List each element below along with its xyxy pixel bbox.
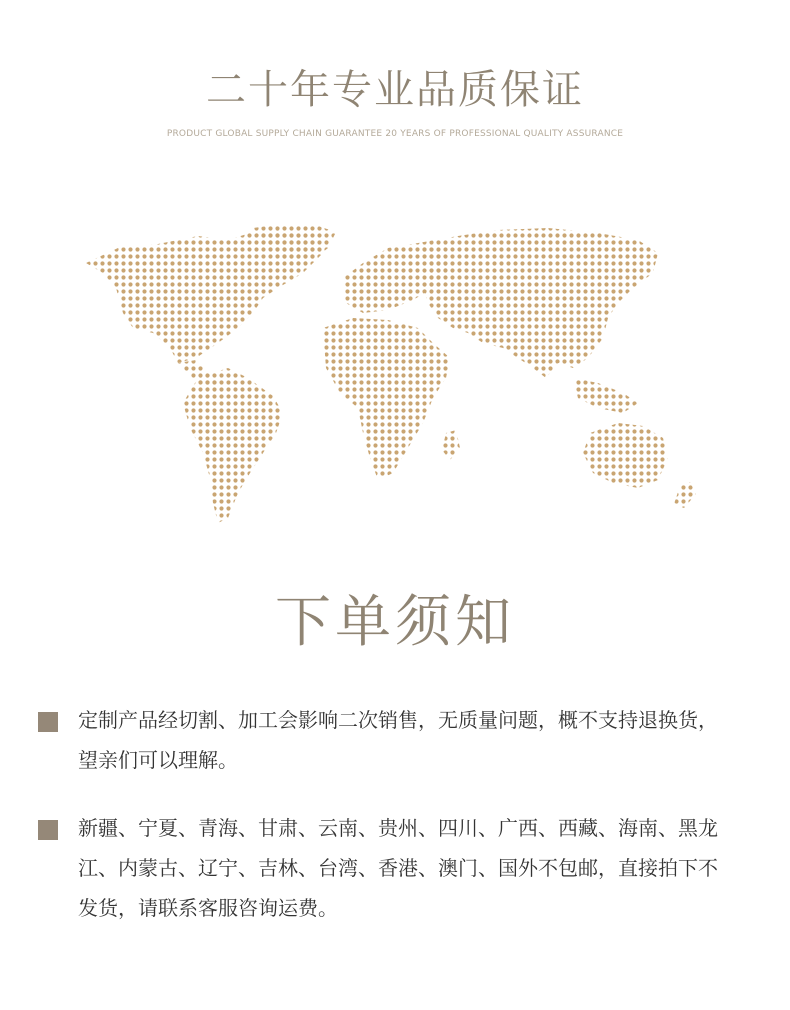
notice-item (38, 808, 738, 928)
page-subtitle: PRODUCT GLOBAL SUPPLY CHAIN GUARANTEE 20 YEARS OF PROFESSIONAL QUALITY ASSURANCE (166, 129, 624, 139)
south-america-shape (183, 368, 283, 523)
australia-shape (583, 423, 668, 488)
notice-item (38, 700, 738, 780)
madagascar-shape (442, 430, 460, 460)
square-bullet-icon (38, 820, 58, 840)
new-zealand-shape (674, 482, 696, 508)
notice-item-text: 定制产品经切割、加工会影响二次销售，无质量问题，概不支持退换货，望亲们可以理解。 (78, 708, 718, 772)
order-notice-title: 下单须知 (275, 590, 515, 655)
world-map-svg (78, 218, 728, 536)
africa-shape (323, 318, 450, 480)
southeast-asia-shape (573, 378, 638, 413)
world-map-icon (78, 218, 728, 536)
notice-item-text: 新疆、宁夏、青海、甘肃、云南、贵州、四川、广西、西藏、海南、黑龙江、内蒙古、辽宁、吉林、台湾、香港、澳门、国外不包邮，直接拍下不发货，请联系客服咨询运费。 (78, 816, 718, 920)
square-bullet-icon (38, 712, 58, 732)
notice-list (38, 700, 738, 956)
page-title: 二十年专业品质保证 (206, 67, 584, 113)
asia-shape (418, 228, 658, 378)
